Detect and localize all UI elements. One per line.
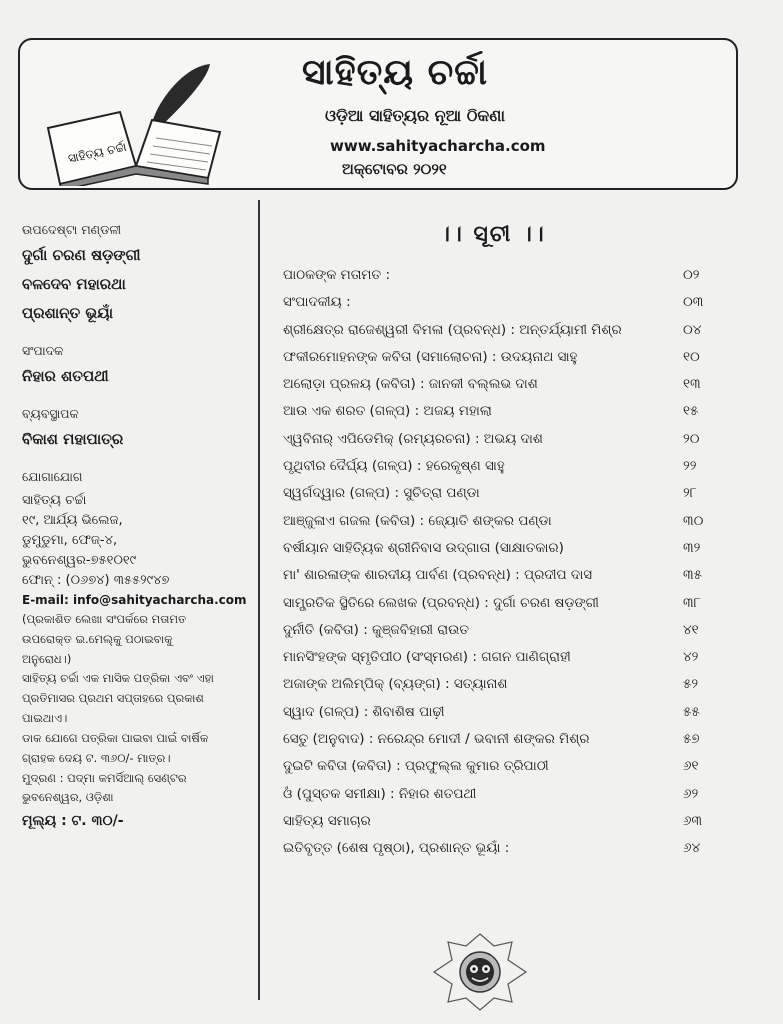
book-label: ସାହିତ୍ୟ ଚର୍ଚ୍ଚା (66, 139, 128, 166)
toc-page: ୪୧ (683, 621, 699, 638)
toc-row[interactable] (283, 753, 723, 780)
toc-title: ପୃଥିବୀର ଦୈର୍ଘ୍ୟ (ଗଳ୍ପ) : ହରେକୃଷ୍ଣ ସାହୁ (283, 458, 505, 475)
toc-title: ଅଲୋଡ଼ା ପ୍ରଳୟ (କବିତା) : ଜାନକୀ ବଲ୍ଲଭ ଦାଶ (283, 376, 538, 393)
column-divider (258, 200, 260, 1000)
toc-row[interactable] (283, 480, 723, 507)
toc-title: ପାଠକଙ୍କ ମତାମତ : (283, 267, 390, 283)
masthead-info (22, 222, 254, 829)
toc-page: ୦୩ (683, 294, 704, 311)
toc-row[interactable] (283, 289, 723, 316)
advisor-name: ପ୍ରଶାନ୍ତ ଭୂୟାଁ (22, 304, 114, 322)
toc-row[interactable] (283, 671, 723, 698)
toc-row[interactable] (283, 317, 723, 344)
toc-row[interactable] (283, 535, 723, 562)
toc-title: ଦୁଇଟି କବିତା (କବିତା) : ପ୍ରଫୁଲ୍ଲ କୁମାର ତ୍ରିପାଠୀ (283, 758, 549, 775)
toc-page: ୫୨ (683, 676, 699, 693)
toc-row[interactable] (283, 398, 723, 425)
note-line: ଭୁବନେଶ୍ୱର, ଓଡ଼ିଶା (22, 790, 114, 805)
note-line: ସାହିତ୍ୟ ଚର୍ଚ୍ଚା ଏକ ମାସିକ ପତ୍ରିକା ଏବଂ ଏହା (22, 671, 214, 686)
toc-row[interactable] (283, 371, 723, 398)
advisory-label: ଉପଦେଷ୍ଟା ମଣ୍ଡଳୀ (22, 222, 122, 237)
toc-title: ସଂପାଦକୀୟ : (283, 294, 351, 311)
toc-row[interactable] (283, 344, 723, 371)
contact-line: ସାହିତ୍ୟ ଚର୍ଚ୍ଚା (22, 493, 87, 508)
phone-number: ଫୋନ୍ : (୦୬୭୪) ୩୫୫୨୯୪୭ (22, 573, 170, 588)
toc-page: ୨୦ (683, 430, 700, 447)
toc-row[interactable] (283, 726, 723, 753)
toc-row[interactable] (283, 617, 723, 644)
note-line: ମୁଦ୍ରଣ : ପଦ୍ମା କମର୍ସିଆଲ୍ ସେଣ୍ଟର (22, 770, 187, 785)
toc-row[interactable] (283, 835, 723, 862)
toc-title: ଏ୍ୱବିନାର୍ ଏପିଡେମିକ୍ (ରମ୍ୟରଚନା) : ଅଭୟ ଦାଶ (283, 430, 543, 447)
toc-title: ମାନସିଂହଙ୍କ ସ୍ମୃତିପୀଠ (ସଂସ୍ମରଣ) : ଗଗନ ପାଣିଗ୍ରାହୀ (283, 649, 571, 666)
issue-date: ଅକ୍ଟୋବର ୨୦୨୧ (342, 160, 447, 178)
editor-name: ନିହାର ଶତପଥୀ (22, 367, 109, 385)
toc-title: ଅଜାଙ୍କ ଅଲିମ୍ପିକ୍ (ବ୍ୟଙ୍ଗ) : ସତ୍ୟାନାଶ (283, 676, 508, 693)
toc-row[interactable] (283, 426, 723, 453)
toc-row[interactable] (283, 562, 723, 589)
note-line: ଅନୁରୋଧ।) (22, 651, 72, 666)
toc-title: ସେତୁ (ଅନୁବାଦ) : ନରେନ୍ଦ୍ର ମୋଦୀ / ଭବାନୀ ଶଙ୍କର ମିଶ୍ର (283, 731, 590, 748)
toc-page: ୫୫ (683, 703, 700, 720)
toc-row[interactable] (283, 781, 723, 808)
toc-row[interactable] (283, 453, 723, 480)
toc-title: ବର୍ଷୀୟାନ ସାହିତ୍ୟିକ ଶ୍ରୀନିବାସ ଉଦ୍‌ଗାତା (ସାକ୍ଷାତକାର) (283, 539, 564, 556)
note-line: ପାଇଥାଏ। (22, 711, 68, 726)
toc-title: ସାମ୍ପ୍ରତିକ ସ୍ଥିତିରେ ଲେଖକ (ପ୍ରବନ୍ଧ) : ଦୁର୍ଗା ଚରଣ ଷଡ଼ଙ୍ଗୀ (283, 594, 599, 611)
toc-page: ୧୦ (683, 348, 700, 365)
toc-page: ୩୨ (683, 539, 701, 556)
toc-title: ଇତିବୃତ୍ତ (ଶେଷ ପୃଷ୍ଠା), ପ୍ରଶାନ୍ତ ଭୂୟାଁ : (283, 840, 510, 857)
contact-line: ୧୯, ଆର୍ଯ୍ୟ ଭିଲେଜ, (22, 513, 123, 528)
note-line: ପ୍ରତିମାସର ପ୍ରଥମ ସପ୍ତାହରେ ପ୍ରକାଶ (22, 691, 204, 706)
toc-page: ୧୩ (683, 376, 701, 393)
table-of-contents (283, 262, 723, 863)
toc-row[interactable] (283, 590, 723, 617)
advisor-name: ବଳଦେବ ମହାରଥା (22, 275, 126, 293)
toc-title: ଆଉ ଏକ ଶରତ (ଗଳ୍ପ) : ଅଜୟ ମହାଲା (283, 403, 492, 420)
toc-page: ୦୨ (683, 267, 700, 283)
toc-title: ସ୍ୱର୍ଗଦ୍ୱାର (ଗଳ୍ପ) : ସୁଚିତ୍ରା ପଣ୍ଡା (283, 485, 480, 502)
toc-page: ୩୦ (683, 512, 704, 529)
toc-row[interactable] (283, 808, 723, 835)
note-line: ଉପରୋକ୍ତ ଇ.ମେଲ୍‌କୁ ପଠାଇବାକୁ (22, 631, 173, 646)
toc-page: ୩୮ (683, 594, 701, 611)
toc-title: ସାହିତ୍ୟ ସମାଚାର (283, 812, 371, 829)
manager-label: ବ୍ୟବସ୍ଥାପକ (22, 406, 79, 421)
note-line: (ପ୍ରକାଶିତ ଲେଖା ସଂପର୍କରେ ମତାମତ (22, 612, 187, 626)
note-line: ଡାକ ଯୋଗେ ପତ୍ରିକା ପାଇବା ପାଇଁ ବାର୍ଷିକ (22, 730, 209, 745)
toc-page: ୬୨ (683, 785, 699, 802)
magazine-title: ସାହିତ୍ୟ ଚର୍ଚ୍ଚା (302, 52, 489, 93)
toc-page: ୨୨ (683, 458, 697, 475)
masthead (18, 38, 738, 190)
toc-page: ୬୩ (683, 812, 703, 829)
toc-row[interactable] (283, 699, 723, 726)
open-book-quill-icon (40, 46, 230, 186)
website-url: www.sahityacharcha.com (330, 137, 546, 155)
toc-title: ଓଁ (ପୁସ୍ତକ ସମୀକ୍ଷା) : ନିହାର ଶତପଥୀ (283, 785, 477, 802)
toc-heading: ।। ସୂଚୀ ।। (440, 222, 546, 247)
contact-line: ଡୁମୁଡୁମା, ଫେଜ୍-୪, (22, 533, 118, 548)
toc-page: ୫୭ (683, 731, 700, 748)
toc-title: ଆଞ୍ଜୁଳାଏ ଗଜଲ (କବିତା) : ଜ୍ୟୋତି ଶଙ୍କର ପଣ୍ଡା (283, 512, 552, 529)
contact-label: ଯୋଗାଯୋଗ (22, 469, 83, 484)
toc-title: ଦୁର୍ନୀତି (କବିତା) : କୁଞ୍ଜବିହାରୀ ରାଉତ (283, 621, 469, 638)
toc-page: ୬୧ (683, 758, 699, 775)
toc-page: ୨୮ (683, 485, 697, 502)
toc-page: ୦୪ (683, 321, 702, 338)
tagline: ଓଡ଼ିଆ ସାହିତ୍ୟର ନୂଆ ଠିକଣା (325, 106, 505, 125)
toc-page: ୪୨ (683, 649, 699, 666)
toc-page: ୩୫ (683, 567, 703, 584)
contact-line: ଭୁବନେଶ୍ୱର-୭୫୧୦୧୯ (22, 553, 137, 568)
manager-name: ବିକାଶ ମହାପାତ୍ର (22, 430, 124, 448)
toc-row[interactable] (283, 644, 723, 671)
email-address[interactable]: E-mail: info@sahityacharcha.com (22, 593, 247, 607)
editor-label: ସଂପାଦକ (22, 343, 64, 358)
toc-title: ମା' ଶାରଳାଙ୍କ ଶାରଦୀୟ ପାର୍ବଣ (ପ୍ରବନ୍ଧ) : ପ୍ରଦୀପ ଦାସ (283, 567, 593, 584)
toc-title: ଶ୍ରୀକ୍ଷେତ୍ର ରାଜେଶ୍ୱରୀ ବିମଳା (ପ୍ରବନ୍ଧ) : ଅନ୍ତର୍ଯ୍ୟାମୀ ମିଶ୍ର (283, 321, 622, 338)
toc-row[interactable] (283, 508, 723, 535)
note-line: ଗ୍ରାହକ ଦେୟ ଟ. ୩୬୦/- ମାତ୍ର। (22, 750, 171, 765)
toc-title: ଫକୀରମୋହନଙ୍କ କବିତା (ସମାଲୋଚନା) : ଉଦୟନାଥ ସାହୁ (283, 348, 578, 365)
toc-row[interactable] (283, 262, 723, 289)
toc-page: ୬୪ (683, 840, 701, 857)
toc-title: ସ୍ୱାଦ (ଗଳ୍ପ) : ଶିବାଶିଷ ପାଢ଼ୀ (283, 703, 445, 720)
jagannath-emblem-icon (432, 932, 528, 1012)
price: ମୂଲ୍ୟ : ଟ. ୩୦/- (22, 813, 124, 830)
advisor-name: ଦୁର୍ଗା ଚରଣ ଷଡ଼ଙ୍ଗୀ (22, 246, 141, 264)
toc-page: ୧୫ (683, 403, 699, 420)
